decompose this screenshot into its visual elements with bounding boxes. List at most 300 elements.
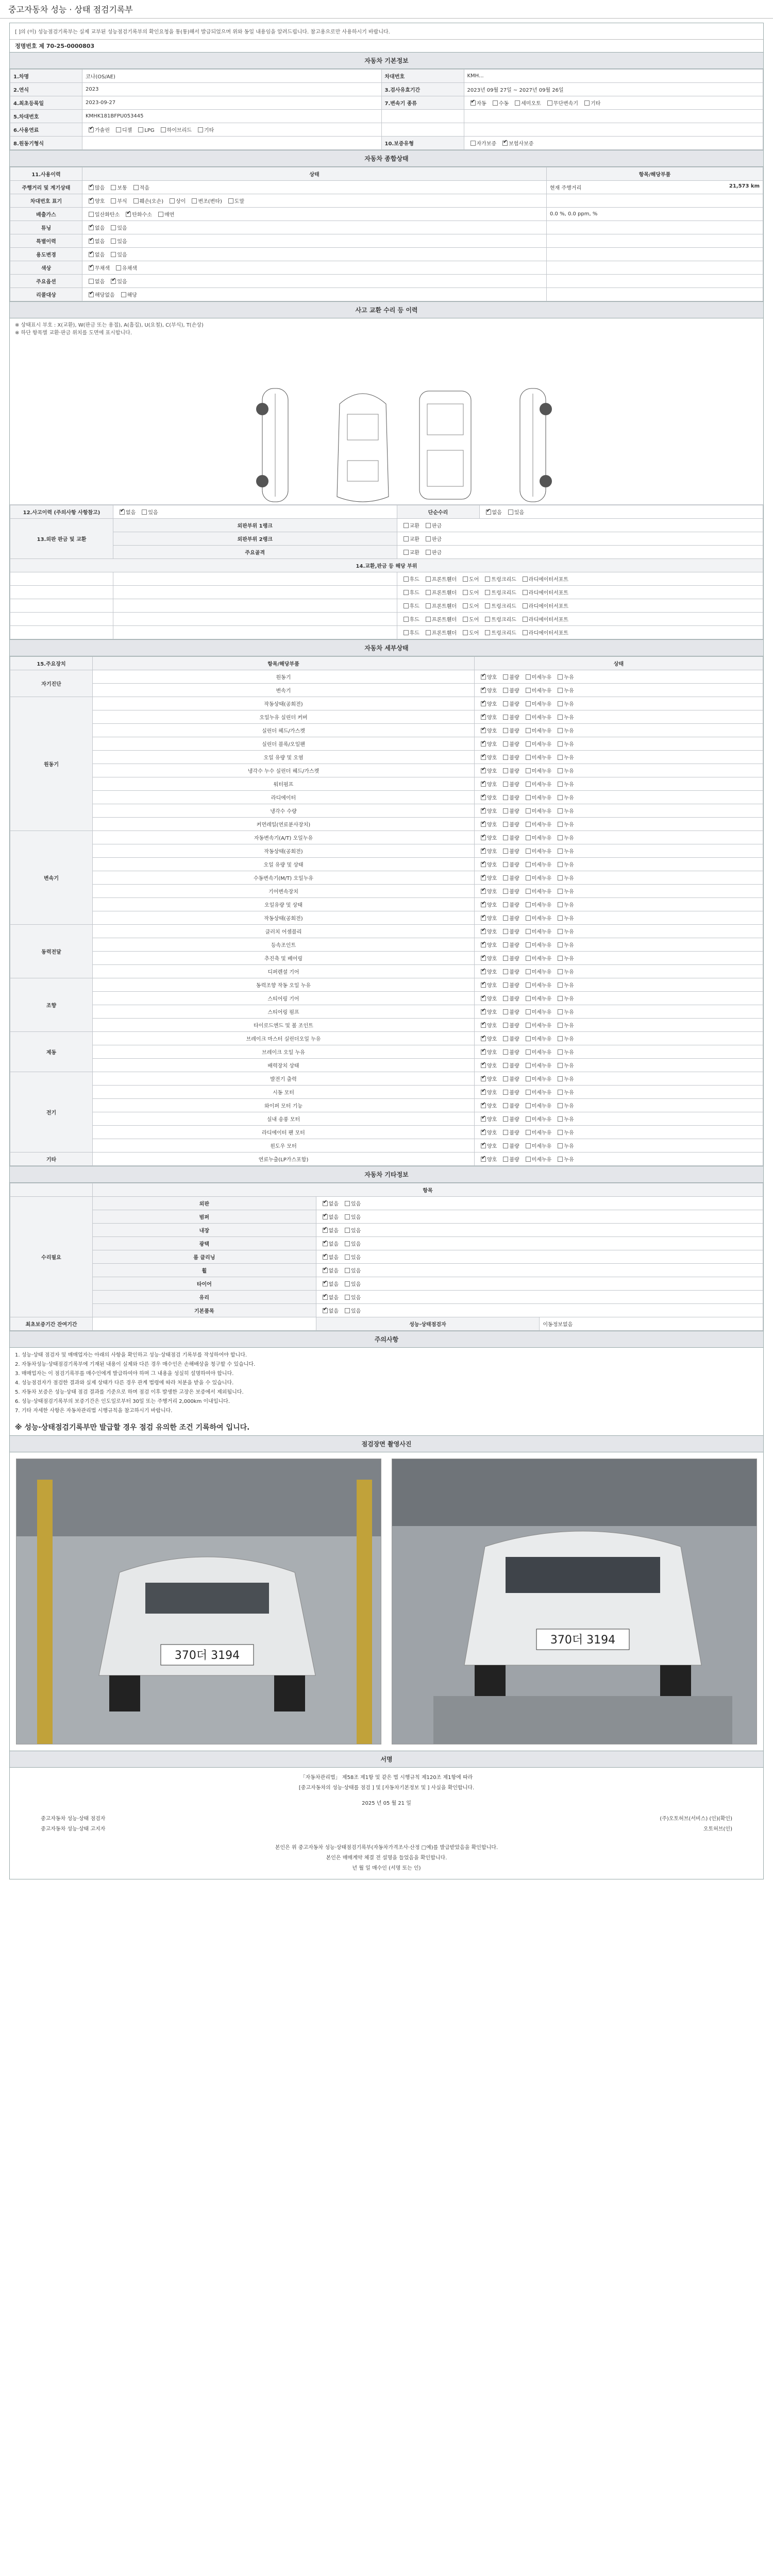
checkbox[interactable] xyxy=(523,617,528,622)
checkbox-option[interactable] xyxy=(523,780,552,788)
checkbox[interactable] xyxy=(192,198,197,204)
checkbox[interactable] xyxy=(481,795,486,800)
checkbox[interactable] xyxy=(503,1076,508,1081)
checkbox[interactable] xyxy=(323,1255,328,1260)
checkbox-option[interactable] xyxy=(500,673,519,681)
checkbox-option[interactable] xyxy=(500,700,519,707)
checkbox-option[interactable] xyxy=(460,629,479,636)
checkbox[interactable] xyxy=(558,755,563,760)
checkbox-option[interactable] xyxy=(342,1280,361,1287)
checkbox[interactable] xyxy=(558,862,563,867)
checkbox[interactable] xyxy=(89,185,94,190)
checkbox-option[interactable] xyxy=(523,954,552,962)
checkbox-option[interactable] xyxy=(554,1021,574,1029)
checkbox-option[interactable] xyxy=(523,901,552,908)
checkbox-option[interactable] xyxy=(500,1035,519,1042)
checkbox-option[interactable] xyxy=(554,793,574,801)
checkbox[interactable] xyxy=(89,252,94,257)
checkbox-option[interactable] xyxy=(554,1088,574,1096)
checkbox-option[interactable] xyxy=(500,914,519,922)
checkbox-option[interactable] xyxy=(342,1307,361,1314)
checkbox[interactable] xyxy=(481,1076,486,1081)
checkbox[interactable] xyxy=(345,1255,350,1260)
checkbox[interactable] xyxy=(526,1103,531,1108)
checkbox-option[interactable] xyxy=(500,740,519,748)
checkbox[interactable] xyxy=(526,929,531,934)
checkbox[interactable] xyxy=(526,942,531,947)
checkbox[interactable] xyxy=(481,701,486,706)
checkbox[interactable] xyxy=(503,849,508,854)
checkbox[interactable] xyxy=(481,1063,486,1068)
checkbox-option[interactable] xyxy=(478,1155,497,1163)
checkbox[interactable] xyxy=(558,688,563,693)
checkbox[interactable] xyxy=(481,956,486,961)
checkbox-option[interactable] xyxy=(478,740,497,748)
checkbox-option[interactable] xyxy=(478,1088,497,1096)
checkbox[interactable] xyxy=(523,603,528,608)
checkbox[interactable] xyxy=(515,100,520,106)
checkbox[interactable] xyxy=(170,198,175,204)
checkbox-option[interactable] xyxy=(523,820,552,828)
checkbox-option[interactable] xyxy=(519,629,568,636)
checkbox-option[interactable] xyxy=(478,914,497,922)
checkbox[interactable] xyxy=(481,916,486,921)
checkbox-option[interactable] xyxy=(554,874,574,882)
checkbox[interactable] xyxy=(142,510,147,515)
checkbox[interactable] xyxy=(323,1241,328,1246)
checkbox[interactable] xyxy=(526,1049,531,1055)
checkbox[interactable] xyxy=(558,1143,563,1148)
checkbox-option[interactable] xyxy=(478,834,497,841)
checkbox-option[interactable] xyxy=(523,1128,552,1136)
checkbox[interactable] xyxy=(558,1130,563,1135)
checkbox[interactable] xyxy=(111,225,116,230)
checkbox[interactable] xyxy=(426,603,431,608)
checkbox[interactable] xyxy=(426,536,431,541)
checkbox-option[interactable] xyxy=(554,981,574,989)
checkbox-option[interactable] xyxy=(166,197,186,205)
checkbox-option[interactable] xyxy=(423,588,457,596)
checkbox-option[interactable] xyxy=(512,99,541,107)
checkbox[interactable] xyxy=(323,1214,328,1219)
checkbox-option[interactable] xyxy=(342,1293,361,1301)
checkbox[interactable] xyxy=(404,577,409,582)
checkbox-option[interactable] xyxy=(500,1155,519,1163)
checkbox-option[interactable] xyxy=(500,713,519,721)
checkbox[interactable] xyxy=(426,590,431,595)
checkbox[interactable] xyxy=(503,835,508,840)
checkbox-option[interactable] xyxy=(86,210,120,218)
checkbox-option[interactable] xyxy=(500,1142,519,1149)
checkbox[interactable] xyxy=(89,292,94,297)
checkbox-option[interactable] xyxy=(460,615,479,623)
checkbox-option[interactable] xyxy=(423,602,457,609)
checkbox[interactable] xyxy=(526,1090,531,1095)
checkbox[interactable] xyxy=(481,782,486,787)
checkbox[interactable] xyxy=(526,969,531,974)
checkbox[interactable] xyxy=(526,728,531,733)
checkbox-option[interactable] xyxy=(86,277,105,285)
checkbox[interactable] xyxy=(526,875,531,880)
checkbox-option[interactable] xyxy=(505,508,524,516)
checkbox[interactable] xyxy=(526,956,531,961)
checkbox-option[interactable] xyxy=(483,508,502,516)
checkbox[interactable] xyxy=(463,577,468,582)
checkbox[interactable] xyxy=(470,141,476,146)
checkbox[interactable] xyxy=(481,996,486,1001)
checkbox[interactable] xyxy=(558,715,563,720)
checkbox-option[interactable] xyxy=(108,183,127,191)
checkbox-option[interactable] xyxy=(523,847,552,855)
checkbox-option[interactable] xyxy=(478,1048,497,1056)
checkbox[interactable] xyxy=(323,1228,328,1233)
checkbox[interactable] xyxy=(526,835,531,840)
checkbox-option[interactable] xyxy=(554,780,574,788)
checkbox[interactable] xyxy=(503,1116,508,1122)
checkbox-option[interactable] xyxy=(342,1240,361,1247)
checkbox-option[interactable] xyxy=(482,575,516,583)
checkbox-option[interactable] xyxy=(554,1115,574,1123)
checkbox-option[interactable] xyxy=(86,224,105,231)
checkbox-option[interactable] xyxy=(523,767,552,774)
checkbox-option[interactable] xyxy=(155,210,174,218)
checkbox-option[interactable] xyxy=(195,126,214,133)
checkbox[interactable] xyxy=(558,956,563,961)
checkbox[interactable] xyxy=(121,292,126,297)
checkbox[interactable] xyxy=(526,982,531,988)
checkbox-option[interactable] xyxy=(500,686,519,694)
checkbox-option[interactable] xyxy=(500,767,519,774)
checkbox[interactable] xyxy=(481,688,486,693)
checkbox-option[interactable] xyxy=(86,250,105,258)
checkbox[interactable] xyxy=(116,127,121,132)
checkbox-option[interactable] xyxy=(478,954,497,962)
checkbox[interactable] xyxy=(138,127,143,132)
checkbox-option[interactable] xyxy=(523,807,552,815)
checkbox[interactable] xyxy=(481,755,486,760)
checkbox[interactable] xyxy=(558,849,563,854)
checkbox[interactable] xyxy=(503,1157,508,1162)
checkbox-option[interactable] xyxy=(123,210,152,218)
checkbox-option[interactable] xyxy=(554,820,574,828)
checkbox-option[interactable] xyxy=(523,1008,552,1015)
checkbox-option[interactable] xyxy=(523,753,552,761)
checkbox-option[interactable] xyxy=(478,860,497,868)
checkbox-option[interactable] xyxy=(478,726,497,734)
checkbox[interactable] xyxy=(558,902,563,907)
checkbox-option[interactable] xyxy=(478,1061,497,1069)
checkbox-option[interactable] xyxy=(523,994,552,1002)
checkbox[interactable] xyxy=(526,782,531,787)
checkbox[interactable] xyxy=(133,198,139,204)
checkbox-option[interactable] xyxy=(342,1266,361,1274)
checkbox[interactable] xyxy=(345,1214,350,1219)
checkbox-option[interactable] xyxy=(320,1266,339,1274)
checkbox-option[interactable] xyxy=(523,1048,552,1056)
checkbox[interactable] xyxy=(481,741,486,747)
checkbox[interactable] xyxy=(503,782,508,787)
checkbox[interactable] xyxy=(158,212,163,217)
checkbox[interactable] xyxy=(503,741,508,747)
checkbox[interactable] xyxy=(558,1103,563,1108)
checkbox-option[interactable] xyxy=(554,1008,574,1015)
checkbox-option[interactable] xyxy=(86,291,115,298)
checkbox[interactable] xyxy=(426,550,431,555)
checkbox[interactable] xyxy=(503,1049,508,1055)
checkbox[interactable] xyxy=(481,889,486,894)
checkbox[interactable] xyxy=(526,674,531,680)
checkbox-option[interactable] xyxy=(423,521,442,529)
checkbox-option[interactable] xyxy=(523,927,552,935)
checkbox-option[interactable] xyxy=(554,914,574,922)
checkbox[interactable] xyxy=(503,808,508,814)
checkbox[interactable] xyxy=(526,916,531,921)
checkbox[interactable] xyxy=(526,889,531,894)
checkbox[interactable] xyxy=(523,577,528,582)
checkbox-option[interactable] xyxy=(478,1101,497,1109)
checkbox-option[interactable] xyxy=(478,1035,497,1042)
checkbox[interactable] xyxy=(526,755,531,760)
checkbox[interactable] xyxy=(558,782,563,787)
checkbox[interactable] xyxy=(426,523,431,528)
checkbox-option[interactable] xyxy=(500,726,519,734)
checkbox[interactable] xyxy=(345,1281,350,1286)
checkbox-option[interactable] xyxy=(478,767,497,774)
checkbox-option[interactable] xyxy=(519,575,568,583)
checkbox-option[interactable] xyxy=(500,847,519,855)
checkbox-option[interactable] xyxy=(554,753,574,761)
checkbox-option[interactable] xyxy=(478,874,497,882)
checkbox-option[interactable] xyxy=(478,994,497,1002)
checkbox-option[interactable] xyxy=(500,1048,519,1056)
checkbox[interactable] xyxy=(481,1009,486,1014)
checkbox[interactable] xyxy=(198,127,203,132)
checkbox[interactable] xyxy=(481,674,486,680)
checkbox[interactable] xyxy=(558,1076,563,1081)
checkbox[interactable] xyxy=(503,1103,508,1108)
checkbox[interactable] xyxy=(558,674,563,680)
checkbox[interactable] xyxy=(89,225,94,230)
checkbox[interactable] xyxy=(426,630,431,635)
checkbox-option[interactable] xyxy=(523,686,552,694)
checkbox-option[interactable] xyxy=(482,602,516,609)
checkbox-option[interactable] xyxy=(554,1142,574,1149)
checkbox-option[interactable] xyxy=(500,1061,519,1069)
checkbox-option[interactable] xyxy=(554,700,574,707)
checkbox[interactable] xyxy=(133,185,139,190)
checkbox[interactable] xyxy=(345,1228,350,1233)
checkbox[interactable] xyxy=(558,741,563,747)
checkbox-option[interactable] xyxy=(554,847,574,855)
checkbox-option[interactable] xyxy=(500,1128,519,1136)
checkbox-option[interactable] xyxy=(86,237,105,245)
checkbox-option[interactable] xyxy=(86,264,110,272)
checkbox[interactable] xyxy=(503,715,508,720)
checkbox[interactable] xyxy=(526,902,531,907)
checkbox[interactable] xyxy=(526,715,531,720)
checkbox-option[interactable] xyxy=(400,535,419,543)
checkbox[interactable] xyxy=(547,100,552,106)
checkbox[interactable] xyxy=(111,252,116,257)
checkbox[interactable] xyxy=(503,916,508,921)
checkbox-option[interactable] xyxy=(400,615,419,623)
checkbox-option[interactable] xyxy=(500,981,519,989)
checkbox[interactable] xyxy=(481,1157,486,1162)
checkbox[interactable] xyxy=(426,617,431,622)
checkbox[interactable] xyxy=(481,902,486,907)
checkbox[interactable] xyxy=(481,969,486,974)
checkbox-option[interactable] xyxy=(523,1021,552,1029)
checkbox-option[interactable] xyxy=(158,126,192,133)
checkbox-option[interactable] xyxy=(467,99,486,107)
checkbox-option[interactable] xyxy=(478,1128,497,1136)
checkbox-option[interactable] xyxy=(135,127,154,133)
checkbox-option[interactable] xyxy=(108,250,127,258)
checkbox-option[interactable] xyxy=(499,139,533,147)
checkbox[interactable] xyxy=(503,875,508,880)
checkbox-option[interactable] xyxy=(500,927,519,935)
checkbox-option[interactable] xyxy=(523,834,552,841)
checkbox[interactable] xyxy=(481,875,486,880)
checkbox[interactable] xyxy=(111,198,116,204)
checkbox-option[interactable] xyxy=(554,713,574,721)
checkbox-option[interactable] xyxy=(423,535,442,543)
checkbox-option[interactable] xyxy=(500,1008,519,1015)
checkbox[interactable] xyxy=(404,550,409,555)
checkbox[interactable] xyxy=(481,768,486,773)
checkbox[interactable] xyxy=(485,617,490,622)
checkbox[interactable] xyxy=(116,265,121,270)
checkbox-option[interactable] xyxy=(544,99,578,107)
checkbox[interactable] xyxy=(463,617,468,622)
checkbox[interactable] xyxy=(558,835,563,840)
checkbox[interactable] xyxy=(111,239,116,244)
checkbox-option[interactable] xyxy=(554,1075,574,1082)
checkbox-option[interactable] xyxy=(500,1088,519,1096)
checkbox-option[interactable] xyxy=(478,1075,497,1082)
checkbox[interactable] xyxy=(481,1116,486,1122)
checkbox-option[interactable] xyxy=(554,686,574,694)
checkbox[interactable] xyxy=(470,100,476,106)
checkbox[interactable] xyxy=(481,862,486,867)
checkbox[interactable] xyxy=(558,889,563,894)
checkbox[interactable] xyxy=(526,1130,531,1135)
checkbox[interactable] xyxy=(503,996,508,1001)
checkbox-option[interactable] xyxy=(320,1293,339,1301)
checkbox-option[interactable] xyxy=(320,1213,339,1221)
checkbox[interactable] xyxy=(481,715,486,720)
checkbox-option[interactable] xyxy=(460,602,479,609)
checkbox[interactable] xyxy=(503,1143,508,1148)
checkbox-option[interactable] xyxy=(500,1115,519,1123)
checkbox[interactable] xyxy=(345,1308,350,1313)
checkbox-option[interactable] xyxy=(130,183,149,191)
checkbox[interactable] xyxy=(503,942,508,947)
checkbox-option[interactable] xyxy=(478,686,497,694)
checkbox[interactable] xyxy=(503,889,508,894)
checkbox-option[interactable] xyxy=(400,548,419,556)
checkbox[interactable] xyxy=(89,127,94,132)
checkbox-option[interactable] xyxy=(400,629,419,636)
checkbox[interactable] xyxy=(404,603,409,608)
checkbox-option[interactable] xyxy=(478,700,497,707)
checkbox-option[interactable] xyxy=(320,1199,339,1207)
checkbox-option[interactable] xyxy=(482,629,516,636)
checkbox[interactable] xyxy=(503,1063,508,1068)
checkbox[interactable] xyxy=(558,1116,563,1122)
checkbox-option[interactable] xyxy=(581,99,600,107)
checkbox-option[interactable] xyxy=(500,941,519,948)
checkbox-option[interactable] xyxy=(478,807,497,815)
checkbox[interactable] xyxy=(526,822,531,827)
checkbox[interactable] xyxy=(503,1036,508,1041)
checkbox[interactable] xyxy=(558,875,563,880)
checkbox[interactable] xyxy=(89,198,94,204)
checkbox-option[interactable] xyxy=(519,615,568,623)
checkbox[interactable] xyxy=(345,1201,350,1206)
checkbox[interactable] xyxy=(558,1036,563,1041)
checkbox[interactable] xyxy=(89,239,94,244)
checkbox-option[interactable] xyxy=(423,615,457,623)
checkbox[interactable] xyxy=(323,1281,328,1286)
checkbox[interactable] xyxy=(526,996,531,1001)
checkbox-option[interactable] xyxy=(523,1075,552,1082)
checkbox-option[interactable] xyxy=(423,548,442,556)
checkbox[interactable] xyxy=(404,590,409,595)
checkbox-option[interactable] xyxy=(500,793,519,801)
checkbox-option[interactable] xyxy=(342,1253,361,1261)
checkbox[interactable] xyxy=(558,728,563,733)
checkbox-option[interactable] xyxy=(478,887,497,895)
checkbox-option[interactable] xyxy=(523,887,552,895)
checkbox[interactable] xyxy=(558,969,563,974)
checkbox-option[interactable] xyxy=(482,615,516,623)
checkbox[interactable] xyxy=(558,929,563,934)
checkbox-option[interactable] xyxy=(554,860,574,868)
checkbox-option[interactable] xyxy=(478,793,497,801)
checkbox-option[interactable] xyxy=(478,1115,497,1123)
checkbox[interactable] xyxy=(481,835,486,840)
checkbox[interactable] xyxy=(503,1023,508,1028)
checkbox-option[interactable] xyxy=(460,575,479,583)
checkbox-option[interactable] xyxy=(478,847,497,855)
checkbox[interactable] xyxy=(485,630,490,635)
checkbox[interactable] xyxy=(558,1009,563,1014)
checkbox-option[interactable] xyxy=(554,954,574,962)
checkbox[interactable] xyxy=(323,1295,328,1300)
checkbox[interactable] xyxy=(503,795,508,800)
checkbox[interactable] xyxy=(503,969,508,974)
checkbox-option[interactable] xyxy=(320,1253,339,1261)
checkbox[interactable] xyxy=(323,1308,328,1313)
checkbox-option[interactable] xyxy=(523,740,552,748)
checkbox-option[interactable] xyxy=(523,874,552,882)
checkbox-option[interactable] xyxy=(478,927,497,935)
checkbox[interactable] xyxy=(503,1009,508,1014)
checkbox-option[interactable] xyxy=(423,575,457,583)
checkbox[interactable] xyxy=(485,603,490,608)
checkbox-option[interactable] xyxy=(554,807,574,815)
checkbox-option[interactable] xyxy=(108,224,127,231)
checkbox-option[interactable] xyxy=(554,673,574,681)
checkbox-option[interactable] xyxy=(500,834,519,841)
checkbox[interactable] xyxy=(481,929,486,934)
checkbox[interactable] xyxy=(523,590,528,595)
checkbox[interactable] xyxy=(526,849,531,854)
checkbox-option[interactable] xyxy=(523,860,552,868)
checkbox[interactable] xyxy=(502,141,508,146)
checkbox-option[interactable] xyxy=(523,1061,552,1069)
